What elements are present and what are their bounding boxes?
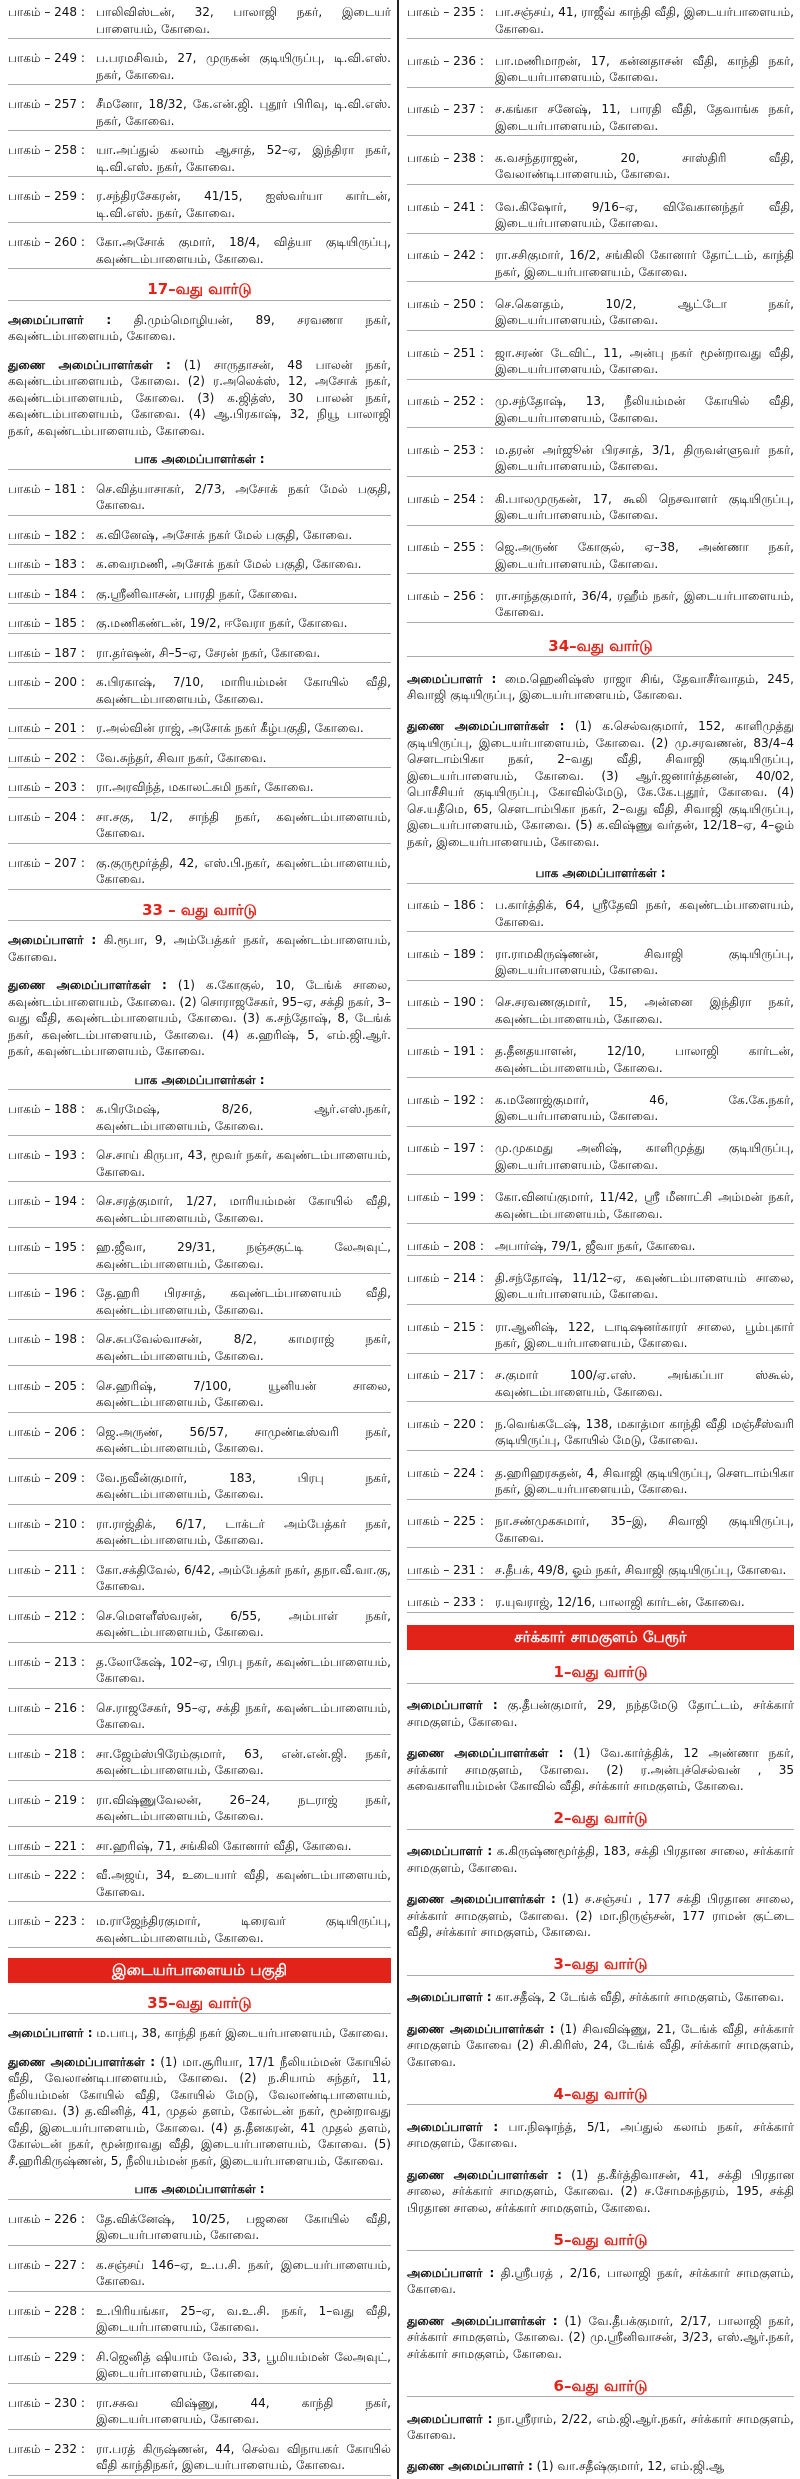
booth-entry-row (8, 95, 391, 131)
booth-organizer-text: கு.மணிகண்டன், 19/2, ஈவேரா நகர், கோவை. (96, 616, 348, 631)
organizer-details: (1) ச.சஞ்சய் , 177 சக்தி பிரதான சாலை, சர்க்கார் சாமகுளம், கோவை. (2) மா.நிருஞ்சன், 177 ராமன் குட்டை வீதி, சர்க்கார் சாமகுளம், கோவை. (407, 1892, 794, 1940)
organizer-paragraph (407, 1842, 794, 1877)
booth-number-label: பாகம் – 253 : (407, 442, 484, 457)
booth-entry-row (8, 1146, 391, 1182)
booth-number-label: பாகம் – 260 : (8, 235, 85, 250)
booth-number-label: பாகம் – 181 : (8, 481, 85, 496)
organizer-paragraph (407, 2312, 794, 2364)
booth-organizer-text: வே.நவீன்குமார், 183, பிரபு நகர், கவுண்டம்பாளையம், கோவை. (96, 1470, 391, 1502)
organizer-role-label: துணை அமைப்பாளர்கள் : (407, 719, 565, 734)
booth-organizer-text: சி.ஜெனித் ஷியாம் வேல், 33, பூமியம்மன் லேஅவுட், இடையர்பாளையம், கோவை. (96, 2349, 391, 2381)
ward-heading: 3–வது வார்டு (407, 1954, 794, 1976)
booth-entry-row (8, 1469, 391, 1505)
booth-number-label: பாகம் – 225 : (407, 1514, 484, 1529)
organizer-paragraph (407, 1744, 794, 1796)
booth-organizer-text: யா.அப்துல் கலாம் ஆசாத், 52–ஏ, இந்திரா நகர், டி.வி.எஸ். நகர், கோவை. (96, 143, 391, 174)
booth-organizer-text: ரா.விஷ்ணுவேலன், 26–24, நடராஜ் நகர், கவுண்டம்பாளையம், கோவை. (96, 1792, 391, 1824)
booth-organizer-text: நா.சண்முகசுமார், 35–இ, சிவாஜி குடியிருப்பு, கோவை. (495, 1514, 794, 1545)
organizer-details: கி.ரூபா, 9, அம்பேத்கர் நகர், கவுண்டம்பாளையம், கோவை. (8, 933, 391, 964)
booth-organizer-text: கு.ஸ்ரீனிவாசன், பாரதி நகர், கோவை. (96, 586, 298, 601)
ward-heading: 1–வது வார்டு (407, 1662, 794, 1684)
booth-organizer-text: க.பிரகாஷ், 7/10, மாரியம்மன் கோயில் வீதி, கவுண்டம்பாளையம், கோவை. (96, 675, 391, 706)
booth-organizer-text: மு.சந்தோஷ், 13, நீலியம்மன் கோயில் வீதி, இடையர்பாளையம், கோவை. (495, 394, 794, 425)
booth-number-label: பாகம் – 203 : (8, 780, 85, 795)
area-banner: இடையர்பாளையம் பகுதி (8, 1958, 391, 1983)
booth-organizer-text: ரா.சாந்தகுமார், 36/4, ரஹீம் நகர், இடையர்பாளையம், கோவை. (495, 588, 794, 620)
booth-organizer-text: ரா.ராமகிருஷ்ணன், சிவாஜி குடியிருப்பு, இடையர்பாளையம், கோவை. (495, 946, 794, 978)
booth-entry-row (8, 1745, 391, 1781)
booth-organizer-text: க.பிரமேஷ், 8/26, ஆர்.எஸ்.நகர், கவுண்டம்பாளையம், கோவை. (96, 1102, 391, 1133)
booth-number-label: பாகம் – 184 : (8, 586, 85, 601)
organizer-role-label: அமைப்பாளர் : (407, 1990, 492, 2005)
booth-organizer-text: த.ஹரிஹரசுதன், 4, சிவாஜி குடியிருப்பு, சௌடாம்பிகா நகர், இடையர்பாளையம், கோவை. (495, 1465, 794, 1497)
booth-organizer-text: சா.சகு, 1/2, சாந்தி நகர், கவுண்டம்பாளையம், கோவை. (96, 809, 391, 841)
booth-entry-row (8, 233, 391, 269)
booth-organizer-text: ரா.ராஜ்திக், 6/17, டாக்டர் அம்பேத்கர் நகர், கவுண்டம்பாளையம், கோவை. (96, 1516, 391, 1548)
organizer-role-label: அமைப்பாளர் : (407, 2411, 493, 2426)
booth-entry-row (8, 3, 391, 39)
booth-organizer-text: ர.யுவராஜ், 12/16, பாலாஜி கார்டன், கோவை. (495, 1595, 745, 1609)
booth-organizer-text: செ.மௌளீஸ்வரன், 6/55, அம்பாள் நகர், கவுண்டம்பாளையம், கோவை. (96, 1608, 391, 1640)
section-subheading: பாக அமைப்பாளர்கள் : (407, 864, 794, 884)
booth-number-label: பாகம் – 188 : (8, 1102, 85, 1117)
organizer-role-label: அமைப்பாளர் : (407, 1698, 498, 1713)
booth-number-label: பாகம் – 230 : (8, 2395, 85, 2410)
booth-entry-row (8, 1699, 391, 1735)
booth-entry-row (8, 1837, 391, 1857)
booth-entry-row (407, 3, 794, 39)
booth-organizer-text: சா.ஜேம்ஸ்பிரேம்குமார், 63, என்.என்.ஜி. நகர், கவுண்டம்பாளையம், கோவை. (96, 1746, 391, 1778)
booth-organizer-text: செ.சுபவேல்வாசன், 8/2, காமராஜ் நகர், கவுண்டம்பாளையம், கோவை. (96, 1332, 391, 1363)
booth-entry-row (8, 1423, 391, 1459)
booth-entry-row (8, 719, 391, 739)
organizer-details: மை.ஹெனிஷ்ஸ் ராஜா சிங், தேவாசீர்வாதம், 245, சிவாஜி குடியிருப்பு, இடையர்பாளையம், கோவை. (407, 671, 794, 703)
booth-number-label: பாகம் – 194 : (8, 1194, 85, 1209)
booth-number-label: பாகம் – 237 : (407, 102, 484, 117)
booth-number-label: பாகம் – 202 : (8, 750, 85, 765)
booth-organizer-text: கு.குருமூர்த்தி, 42, எஸ்.பி.நகர், கவுண்டம்பாளையம், கோவை. (96, 855, 391, 887)
booth-organizer-text: பா.சஞ்சய், 41, ராஜீவ் காந்தி வீதி, இடையர்பாளையம், கோவை. (495, 5, 794, 36)
booth-number-label: பாகம் – 220 : (407, 1416, 484, 1431)
booth-entry-row (8, 1912, 391, 1948)
booth-number-label: பாகம் – 197 : (407, 1141, 484, 1156)
booth-entry-row (407, 1042, 794, 1078)
booth-entry-row (8, 2440, 391, 2476)
booth-number-label: பாகம் – 238 : (407, 150, 484, 165)
booth-number-label: பாகம் – 249 : (8, 51, 85, 66)
booth-entry-row (8, 187, 391, 223)
organizer-role-label: துணை அமைப்பாளர்கள் : (407, 2313, 558, 2328)
organizer-paragraph (8, 976, 391, 1061)
organizer-details: தி.ஸ்ரீபரத் , 2/16, பாலாஜி நகர், சர்க்கார் சாமகுளம், கோவை. (407, 2265, 794, 2297)
booth-organizer-text: ச.தீபக், 49/8, ஓம் நகர், சிவாஜி குடியிருப்பு, கோவை. (495, 1562, 787, 1577)
section-subheading: பாக அமைப்பாளர்கள் : (8, 2180, 391, 2200)
booth-organizer-text: ம.ராஜேந்திரகுமார், டிரைவர் குடியிருப்பு, கவுண்டம்பாளையம், கோவை. (96, 1914, 391, 1945)
ward-heading: 35–வது வார்டு (8, 1993, 391, 2015)
left-column (0, 0, 399, 2479)
booth-entry-row (407, 1318, 794, 1354)
organizer-paragraph (407, 2020, 794, 2072)
booth-entry-row (407, 587, 794, 623)
booth-number-label: பாகம் – 241 : (407, 199, 484, 214)
booth-entry-row (8, 778, 391, 798)
booth-entry-row (8, 1607, 391, 1643)
booth-number-label: பாகம் – 257 : (8, 97, 85, 112)
booth-organizer-text: க.வினேஷ், அசோக் நகர் மேல் பகுதி, கோவை. (96, 527, 353, 542)
booth-organizer-text: க.வசந்தராஜன், 20, சாஸ்திரி வீதி, வேலாண்டிபாளையம், கோவை. (495, 150, 794, 182)
booth-number-label: பாகம் – 218 : (8, 1746, 85, 1761)
booth-entry-row (407, 1188, 794, 1224)
booth-number-label: பாகம் – 201 : (8, 721, 85, 736)
booth-organizer-text: ஹ.ஜீவா, 29/31, நஞ்சகுட்டி லேஅவுட், கவுண்டம்பாளையம், கோவை. (96, 1240, 391, 1271)
booth-organizer-text: ர.சந்திரசேகரன், 41/15, ஐஸ்வர்யா கார்டன், டி.வி.எஸ். நகர், கோவை. (96, 189, 391, 220)
organizer-details: (1) மா.சூரியா, 17/1 நீலியம்மன் கோயில் வீதி, வேலாண்டிபாளையம், கோவை. (2) ந.சியாம் சுந்தர், 11, நீலியம்மன் கோயில் வீதி, கோயில் மேடு, வேலாண்டிபாளையம், கோவை. (3) த.வினித், 41, முதல் தளம், கோல்டன் நகர், மூன்றாவது வீதி, இடையர்பாளையம், கோவை. (4) த.தீனகரன், 41 முதல் தளம், கோல்டன் நகர், மூன்றாவது வீதி, இடையர்பாளையம், கோவை. (5) சீ.ஹரிகிருஷ்ணன், 5, நீலியம்மன் நகர், இடையர்பாளையம், கோவை. (8, 2054, 391, 2168)
booth-number-label: பாகம் – 196 : (8, 1286, 85, 1301)
booth-entry-row (8, 2394, 391, 2430)
booth-number-label: பாகம் – 207 : (8, 855, 85, 870)
organizer-role-label: துணை அமைப்பாளர்கள் : (407, 1892, 556, 1907)
organizer-paragraph (407, 1696, 794, 1731)
booth-organizer-text: செ.சரவணகுமார், 15, அன்னை இந்திரா நகர், கவுண்டம்பாளையம், கோவை. (495, 995, 794, 1026)
booth-organizer-text: ந.வெங்கடேஷ், 138, மகாத்மா காந்தி வீதி மஞ்சீஸ்வரி குடியிருப்பு, கோயில் மேடு, கோவை. (495, 1416, 794, 1448)
organizer-details: கா.சதீஷ், 2 டேங்க் வீதி, சர்க்கார் சாமகுளம், கோவை. (491, 1990, 785, 2005)
organizer-paragraph (407, 2457, 794, 2476)
booth-number-label: பாகம் – 250 : (407, 296, 484, 311)
booth-number-label: பாகம் – 206 : (8, 1424, 85, 1439)
booth-organizer-text: தே.ஹரி பிரசாத், கவுண்டம்பாளையம் வீதி, கவுண்டம்பாளையம், கோவை. (96, 1286, 391, 1317)
booth-organizer-text: சா.ஹரிஷ், 71, சங்கிலி கோனார் வீதி, கோவை. (96, 1838, 352, 1853)
booth-entry-row (407, 1464, 794, 1500)
booth-entry-row (8, 1284, 391, 1320)
booth-entry-row (407, 1415, 794, 1451)
organizer-role-label: அமைப்பாளர் : (407, 1844, 493, 1859)
booth-organizer-text: செ.கௌதம், 10/2, ஆட்டோ நகர், இடையர்பாளையம், கோவை. (495, 296, 794, 328)
booth-entry-row (8, 2210, 391, 2246)
organizer-details: ம.பாபு, 38, காந்தி நகர் இடையர்பாளையம், கோவை. (92, 2026, 389, 2041)
booth-entry-row (8, 480, 391, 516)
ward-heading: 33 – வது வார்டு (8, 900, 391, 922)
booth-organizer-text: கி.பாலமுருகன், 17, கூலி நெசவாளர் குடியிருப்பு, இடையர்பாளையம், கோவை. (495, 491, 794, 523)
booth-number-label: பாகம் – 217 : (407, 1368, 484, 1383)
organizer-details: (1) சாருதாசன், 48 பாலன் நகர், கவுண்டம்பாளையம், கோவை. (2) ர.அலெக்ஸ், 12, அசோக் நகர், கவுண்டம்பாளையம், கோவை. (3) க.ஜித்ஸ், 30 பாலன் நகர், கவுண்டம்பாளையம், கோவை. (4) ஆ.பிரகாஷ், 32, நியூ பாலாஜி நகர், கவுண்டம்பாளையம், கோவை. (8, 357, 392, 438)
organizer-role-label: அமைப்பாளர் : (8, 933, 97, 948)
booth-number-label: பாகம் – 251 : (407, 345, 484, 360)
booth-number-label: பாகம் – 215 : (407, 1319, 484, 1334)
booth-organizer-text: வீ.அஜய், 34, உடையார் வீதி, கவுண்டம்பாளையம், கோவை. (96, 1868, 391, 1899)
booth-number-label: பாகம் – 182 : (8, 527, 85, 542)
ward-heading: 17–வது வார்டு (8, 279, 391, 301)
booth-entry-row (8, 555, 391, 575)
booth-entry-row (407, 295, 794, 331)
booth-entry-row (8, 1377, 391, 1413)
booth-number-label: பாகம் – 236 : (407, 53, 484, 68)
booth-organizer-text: வே.கிஷோர், 9/16–ஏ, விவேகானந்தர் வீதி, இடையர்பாளையம், கோவை. (495, 199, 794, 231)
booth-number-label: பாகம் – 199 : (407, 1190, 484, 1205)
organizer-details: தி.மும்மொழியன், 89, சரவணா நகர், கவுண்டம்பாளையம், கோவை. (8, 312, 391, 344)
organizer-details: நா.ஸ்ரீராம், 2/22, எம்.ஜி.ஆர்.நகர், சர்க்கார் சாமகுளம், கோவை. (407, 2411, 794, 2443)
booth-entry-row (407, 246, 794, 282)
booth-organizer-text: உ.பிரியங்கா, 25–ஏ, வ.உ.சி. நகர், 1–வது வீதி, இடையர்பாளையம், கோவை. (96, 2303, 391, 2335)
organizer-details: (1) க.கோகுல், 10, டேங்க் சாலை, கவுண்டம்பாளையம், கோவை. (2) சொராஜசேகர், 95–ஏ, சக்தி நகர், 3–வது வீதி, கவுண்டம்பாளையம், கோவை. (3) க.சந்தோஷ், 8, டேங்க் நகர், கவுண்டம்பாளையம், கோவை. (4) க.ஹரிஷ், 5, எம்.ஜி.ஆர். நகர், கவுண்டம்பாளையம், கோவை. (8, 978, 392, 1059)
organizer-paragraph (407, 1988, 794, 2007)
ward-heading: 6–வது வார்டு (407, 2376, 794, 2398)
booth-organizer-text: ரா.பரத் கிருஷ்ணன், 44, செல்வ விநாயகர் கோயில் வீதி காந்திநகர், இடையர்பாளையம், கோவை. (96, 2441, 391, 2473)
organizer-details: கு.தீபன்குமார், 29, நந்தமேடு தோட்டம், சர்க்கார் சாமகுளம், கோவை. (407, 1698, 794, 1729)
booth-number-label: பாகம் – 211 : (8, 1562, 85, 1577)
organizer-details: (1) த.கீர்த்திவாசன், 41, சக்தி பிரதான சாலை, சர்க்கார் சாமகுளம், கோவை. (2) ச.சோமசுந்தரம், 195, சக்தி பிரதான சாலை, சர்க்கார் சாமகுளம், கோவை. (407, 2167, 795, 2215)
booth-number-label: பாகம் – 259 : (8, 189, 85, 204)
booth-number-label: பாகம் – 209 : (8, 1470, 85, 1485)
booth-organizer-text: த.லோகேஷ், 102–ஏ, பிரபு நகர், கவுண்டம்பாளையம், கோவை. (96, 1654, 391, 1686)
booth-number-label: பாகம் – 254 : (407, 491, 484, 506)
booth-number-label: பாகம் – 258 : (8, 143, 85, 158)
booth-organizer-text: செ.ராஜசேகர், 95–ஏ, சக்தி நகர், கவுண்டம்பாளையம், கோவை. (96, 1700, 391, 1732)
booth-entry-row (407, 1512, 794, 1548)
organizer-role-label: அமைப்பாளர் : (407, 671, 497, 686)
booth-entry-row (8, 1515, 391, 1551)
booth-number-label: பாகம் – 227 : (8, 2257, 85, 2272)
booth-organizer-text: க.வைரமணி, அசோக் நகர் மேல் பகுதி, கோவை. (96, 557, 362, 572)
right-column (399, 0, 800, 2479)
booth-number-label: பாகம் – 255 : (407, 540, 484, 555)
booth-organizer-text: க.சஞ்சய் 146–ஏ, உ.ப.சி. நகர், இடையர்பாளையம், கோவை. (96, 2257, 391, 2289)
booth-organizer-text: ஜெ.அருண், 56/57, சாமுண்டீஸ்வரி நகர், கவுண்டம்பாளையம், கோவை. (96, 1424, 391, 1456)
organizer-paragraph (8, 2053, 391, 2171)
booth-number-label: பாகம் – 235 : (407, 5, 484, 19)
organizer-paragraph (407, 2118, 794, 2153)
booth-organizer-text: ர.அல்வின் ராஜ், அசோக் நகர் கீழ்பகுதி, கோவை. (96, 721, 364, 736)
booth-number-label: பாகம் – 193 : (8, 1148, 85, 1163)
booth-organizer-text: ஜெ.அருண் கோகுல், ஏ–38, அண்ணா நகர், இடையர்பாளையம், கோவை. (495, 540, 794, 571)
booth-number-label: பாகம் – 208 : (407, 1238, 484, 1253)
booth-entry-row (407, 441, 794, 477)
booth-entry-row (8, 2348, 391, 2384)
booth-entry-row (8, 585, 391, 605)
booth-organizer-text: க.மனோஜ்குமார், 46, கே.கே.நகர், இடையர்பாளையம், கோவை. (495, 1092, 794, 1124)
booth-number-label: பாகம் – 213 : (8, 1654, 85, 1669)
organizer-role-label: அமைப்பாளர் : (407, 2119, 499, 2134)
booth-organizer-text: செ.ஹரிஷ், 7/100, யூனியன் சாலை, கவுண்டம்பாளையம், கோவை. (96, 1378, 391, 1409)
organizer-paragraph (407, 670, 794, 705)
booth-entry-row (8, 1192, 391, 1228)
booth-entry-row (8, 1238, 391, 1274)
booth-organizer-text: அபார்ஷ், 79/1, ஜீவா நகர், கோவை. (495, 1238, 696, 1253)
booth-entry-row (407, 1091, 794, 1127)
booth-entry-row (407, 1269, 794, 1305)
booth-organizer-text: ம.தரன் அர்ஜூன் பிரசாத், 3/1, திருவள்ளுவர் நகர், இடையர்பாளையம், கோவை. (495, 442, 794, 474)
booth-organizer-text: ரா.சசிகுமார், 16/2, சங்கிலி கோனார் தோட்டம், காந்தி நகர், இடையர்பாளையம், கோவை. (495, 248, 794, 279)
booth-organizer-text: செ.சாய் கிருபா, 43, மூவர் நகர், கவுண்டம்பாளையம், கோவை. (96, 1148, 391, 1179)
booth-number-label: பாகம் – 190 : (407, 995, 484, 1010)
booth-entry-row (407, 149, 794, 185)
booth-number-label: பாகம் – 242 : (407, 248, 484, 263)
booth-number-label: பாகம் – 229 : (8, 2349, 85, 2364)
organizer-paragraph (8, 2024, 391, 2043)
booth-number-label: பாகம் – 248 : (8, 5, 85, 19)
booth-entry-row (8, 1653, 391, 1689)
booth-entry-row (407, 392, 794, 428)
organizer-paragraph (407, 717, 794, 851)
organizer-role-label: துணை அமைப்பாளர்கள் : (8, 2054, 156, 2069)
organizer-paragraph (8, 311, 391, 346)
booth-number-label: பாகம் – 256 : (407, 588, 484, 603)
booth-organizer-text: ச.குமார் 100/ஏ.எஸ். அங்கப்பா ஸ்கூல், கவுண்டம்பாளையம், கோவை. (495, 1368, 794, 1399)
booth-organizer-text: செ.சரத்குமார், 1/27, மாரியம்மன் கோயில் வீதி, கவுண்டம்பாளையம், கோவை. (96, 1194, 391, 1225)
organizer-paragraph (407, 1890, 794, 1942)
booth-number-label: பாகம் – 183 : (8, 557, 85, 572)
booth-entry-row (8, 673, 391, 709)
booth-number-label: பாகம் – 198 : (8, 1332, 85, 1347)
organizer-role-label: துணை அமைப்பாளர்கள் : (407, 2167, 562, 2182)
organizer-details: (1) வே.தீபக்குமார், 2/17, பாலாஜி நகர், சர்க்கார் சாமகுளம், கோவை. (2) மு.ஸ்ரீனிவாசன், 3/23, எஸ்.ஆர்.நகர், சர்க்கார் சாமகுளம், கோவை. (407, 2313, 795, 2361)
booth-organizer-text: சீமனோ, 18/32, கே.என்.ஜி. புதூர் பிரிவு, டி.வி.எஸ். நகர், கோவை. (96, 97, 391, 128)
booth-organizer-text: ப.கார்த்திக், 64, ஸ்ரீதேவி நகர், கவுண்டம்பாளையம், கோவை. (495, 898, 794, 929)
booth-number-label: பாகம் – 204 : (8, 809, 85, 824)
booth-organizer-text: ரா.ஆனிஷ், 122, டாடிஷனர்காரர் சாலை, பூம்புகார் நகர், இடையர்பாளையம், கோவை. (495, 1319, 794, 1351)
booth-number-label: பாகம் – 222 : (8, 1868, 85, 1883)
booth-number-label: பாகம் – 228 : (8, 2303, 85, 2318)
organizer-details: க.கிருஷ்ணமூர்த்தி, 183, சக்தி பிரதான சாலை, சர்க்கார் சாமகுளம், கோவை. (407, 1844, 795, 1875)
booth-number-label: பாகம் – 195 : (8, 1240, 85, 1255)
area-banner: சர்க்கார் சாமகுளம் பேரூர் (407, 1625, 794, 1650)
booth-entry-row (407, 1561, 794, 1581)
booth-entry-row (8, 644, 391, 664)
booth-organizer-text: ரா.தர்ஷன், சி–5–ஏ, சேரன் நகர், கோவை. (96, 645, 321, 660)
booth-entry-row (8, 2302, 391, 2338)
organizer-paragraph (8, 931, 391, 966)
organizer-role-label: துணை அமைப்பாளர் : (407, 2459, 533, 2474)
booth-number-label: பாகம் – 224 : (407, 1465, 484, 1480)
booth-number-label: பாகம் – 219 : (8, 1792, 85, 1807)
ward-heading: 2–வது வார்டு (407, 1808, 794, 1830)
booth-organizer-text: ச.கங்கா சனேஷ், 11, பாரதி வீதி, தேவாங்க நகர், இடையர்பாளையம், கோவை. (495, 102, 794, 133)
ward-heading: 34–வது வார்டு (407, 636, 794, 658)
booth-entry-row (407, 100, 794, 136)
booth-organizer-text: த.தீனதயாளன், 12/10, பாலாஜி கார்டன், கவுண்டம்பாளையம், கோவை. (495, 1044, 794, 1075)
booth-entry-row (407, 945, 794, 981)
organizer-details: (1) க.செல்வகுமார், 152, காளிமுத்து குடியிருப்பு, இடையர்பாளையம், கோவை. (2) மு.சரவணன், 83/4–4 சௌடாம்பிகா நகர், 2–வது வீதி, சிவாஜி குடியிருப்பு, இடையர்பாளையம், கோவை. (3) ஆர்.ஜனார்த்தனன், 40/02, பொசீசியர் குடியிருப்பு, கோவில்மேடு, கே.கே.புதூர், கோவை. (4) செ.யதீமெ, 65, சௌடாம்பிகா நகர், 2–வது வீதி, சிவாஜி குடியிருப்பு, இடையர்பாளையம், கோவை. (5) க.விஷ்ணு வர்தன், 12/18–ஏ, 4–ஓம் நகர், இடையர்பாளையம், கோவை. (407, 719, 794, 849)
booth-entry-row (8, 526, 391, 546)
booth-entry-row (407, 52, 794, 88)
section-subheading: பாக அமைப்பாளர்கள் : (8, 450, 391, 470)
booth-number-label: பாகம் – 252 : (407, 394, 484, 409)
booth-entry-row (8, 49, 391, 85)
booth-number-label: பாகம் – 192 : (407, 1092, 484, 1107)
organizer-details: (1) வா.சதீஷ்குமார், 12, எம்.ஜி.ஆ (532, 2459, 725, 2474)
booth-number-label: பாகம் – 187 : (8, 645, 85, 660)
booth-number-label: பாகம் – 205 : (8, 1378, 85, 1393)
booth-entry-row (407, 198, 794, 234)
booth-entry-row (8, 854, 391, 890)
booth-entry-row (8, 2256, 391, 2292)
organizer-details: (1) சிவவிஷ்ணு, 21, டேங்க் வீதி, சர்க்கார் சாமகுளம் கோவை (2) சி.கிரிஸ், 24, டேங்க் வீதி, சர்க்கார் சாமகுளம், கோவை. (407, 2021, 795, 2069)
organizer-paragraph (407, 2166, 794, 2218)
booth-entry-row (407, 1237, 794, 1257)
organizer-role-label: அமைப்பாளர் : (407, 2265, 495, 2280)
booth-number-label: பாகம் – 232 : (8, 2441, 85, 2456)
booth-organizer-text: ரா.சசுவ விஷ்ணு, 44, காந்தி நகர், இடையர்பாளையம், கோவை. (96, 2395, 391, 2427)
booth-number-label: பாகம் – 189 : (407, 946, 484, 961)
booth-organizer-text: கோ.வினய்குமார், 11/42, ஸ்ரீ மீனாட்சி அம்மன் நகர், கவுண்டம்பாளையம், கோவை. (495, 1190, 794, 1221)
booth-organizer-text: வே.சுந்தர், சிவா நகர், கோவை. (96, 750, 267, 765)
booth-number-label: பாகம் – 216 : (8, 1700, 85, 1715)
booth-organizer-text: கோ.சக்திவேல், 6/42, அம்பேத்கர் நகர், தநா.வீ.வா.கு, கோவை. (96, 1562, 391, 1594)
booth-organizer-text: பாலிவிஸ்டன், 32, பாலாஜி நகர், இடையர் பாளையம், கோவை. (96, 5, 391, 36)
booth-entry-row (8, 749, 391, 769)
booth-number-label: பாகம் – 210 : (8, 1516, 85, 1531)
booth-organizer-text: ப.பரமசிவம், 27, முருகன் குடியிருப்பு, டி.வி.எஸ். நகர், கோவை. (96, 51, 391, 82)
booth-organizer-text: தி.சந்தோஷ், 11/12–ஏ, கவுண்டம்பாளையம் சாலை, இடையர்பாளையம், கோவை. (495, 1270, 794, 1302)
organizer-role-label: துணை அமைப்பாளர்கள் : (407, 2021, 555, 2036)
booth-number-label: பாகம் – 233 : (407, 1595, 484, 1609)
booth-entry-row (8, 1100, 391, 1136)
booth-entry-row (8, 1866, 391, 1902)
booth-organizer-text: பா.மணிமாறன், 17, கன்னதாசன் வீதி, காந்தி நகர், இடையர்பாளையம், கோவை. (495, 53, 794, 85)
organizer-details: பா.நிஷாந்த், 5/1, அப்துல் கலாம் நகர், சர்க்கார் சாமகுளம், கோவை. (407, 2119, 794, 2151)
booth-organizer-text: ரா.அரவிந்த், மகாலட்சுமி நகர், கோவை. (96, 780, 314, 795)
booth-entry-row (8, 614, 391, 634)
ward-heading: 4–வது வார்டு (407, 2084, 794, 2106)
booth-entry-row (407, 896, 794, 932)
ward-heading: 5–வது வார்டு (407, 2230, 794, 2252)
organizer-role-label: அமைப்பாளர் : (8, 312, 112, 327)
booth-organizer-text: ஜா.சரண் டேவிட், 11, அன்பு நகர் மூன்றாவது வீதி, இடையர்பாளையம், கோவை. (495, 345, 794, 377)
booth-number-label: பாகம் – 212 : (8, 1608, 85, 1623)
booth-number-label: பாகம் – 186 : (407, 898, 484, 913)
booth-entry-row (8, 1791, 391, 1827)
section-subheading: பாக அமைப்பாளர்கள் : (8, 1071, 391, 1091)
booth-entry-row (407, 344, 794, 380)
booth-number-label: பாகம் – 185 : (8, 616, 85, 631)
booth-number-label: பாகம் – 223 : (8, 1914, 85, 1929)
organizer-paragraph (8, 356, 391, 441)
booth-entry-row (8, 1330, 391, 1366)
booth-entry-row (407, 993, 794, 1029)
booth-organizer-text: மு.முகமது அனிஷ், காளிமுத்து குடியிருப்பு, இடையர்பாளையம், கோவை. (495, 1141, 794, 1172)
booth-entry-row (407, 538, 794, 574)
organizer-paragraph (407, 2410, 794, 2445)
booth-number-label: பாகம் – 214 : (407, 1270, 484, 1285)
organizer-role-label: துணை அமைப்பாளர்கள் : (407, 1746, 564, 1761)
organizer-role-label: அமைப்பாளர் : (8, 2026, 93, 2041)
organizer-role-label: துணை அமைப்பாளர்கள் : (8, 357, 171, 372)
booth-organizer-text: செ.வித்யாசாகர், 2/73, அசோக் நகர் மேல் பகுதி, கோவை. (96, 481, 391, 513)
organizer-paragraph (407, 2264, 794, 2299)
booth-entry-row (8, 1561, 391, 1597)
booth-entry-row (407, 1139, 794, 1175)
booth-entry-row (8, 808, 391, 844)
booth-number-label: பாகம் – 191 : (407, 1044, 484, 1059)
booth-entry-row (8, 141, 391, 177)
booth-number-label: பாகம் – 226 : (8, 2211, 85, 2226)
booth-entry-row (407, 1366, 794, 1402)
booth-entry-row (407, 1593, 794, 1613)
organizer-details: (1) வே.கார்த்திக், 12 அண்ணா நகர், சர்க்கார் சாமகுளம், கோவை. (2) ர.அன்புச்செல்வன் , 35 கவைகாளியம்மன் கோவில் வீதி, சர்க்கார் சாமகுளம், கோவை. (407, 1746, 795, 1794)
booth-organizer-text: தே.விக்னேஷ், 10/25, பஜனை கோயில் வீதி, இடையர்பாளையம், கோவை. (96, 2211, 391, 2243)
booth-entry-row (407, 490, 794, 526)
booth-number-label: பாகம் – 231 : (407, 1562, 484, 1577)
booth-number-label: பாகம் – 200 : (8, 675, 85, 690)
organizer-role-label: துணை அமைப்பாளர்கள் : (8, 978, 167, 993)
booth-organizer-text: கோ.அசோக் குமார், 18/4, வித்யா குடியிருப்பு, கவுண்டம்பாளையம், கோவை. (96, 235, 391, 266)
booth-number-label: பாகம் – 221 : (8, 1838, 85, 1853)
